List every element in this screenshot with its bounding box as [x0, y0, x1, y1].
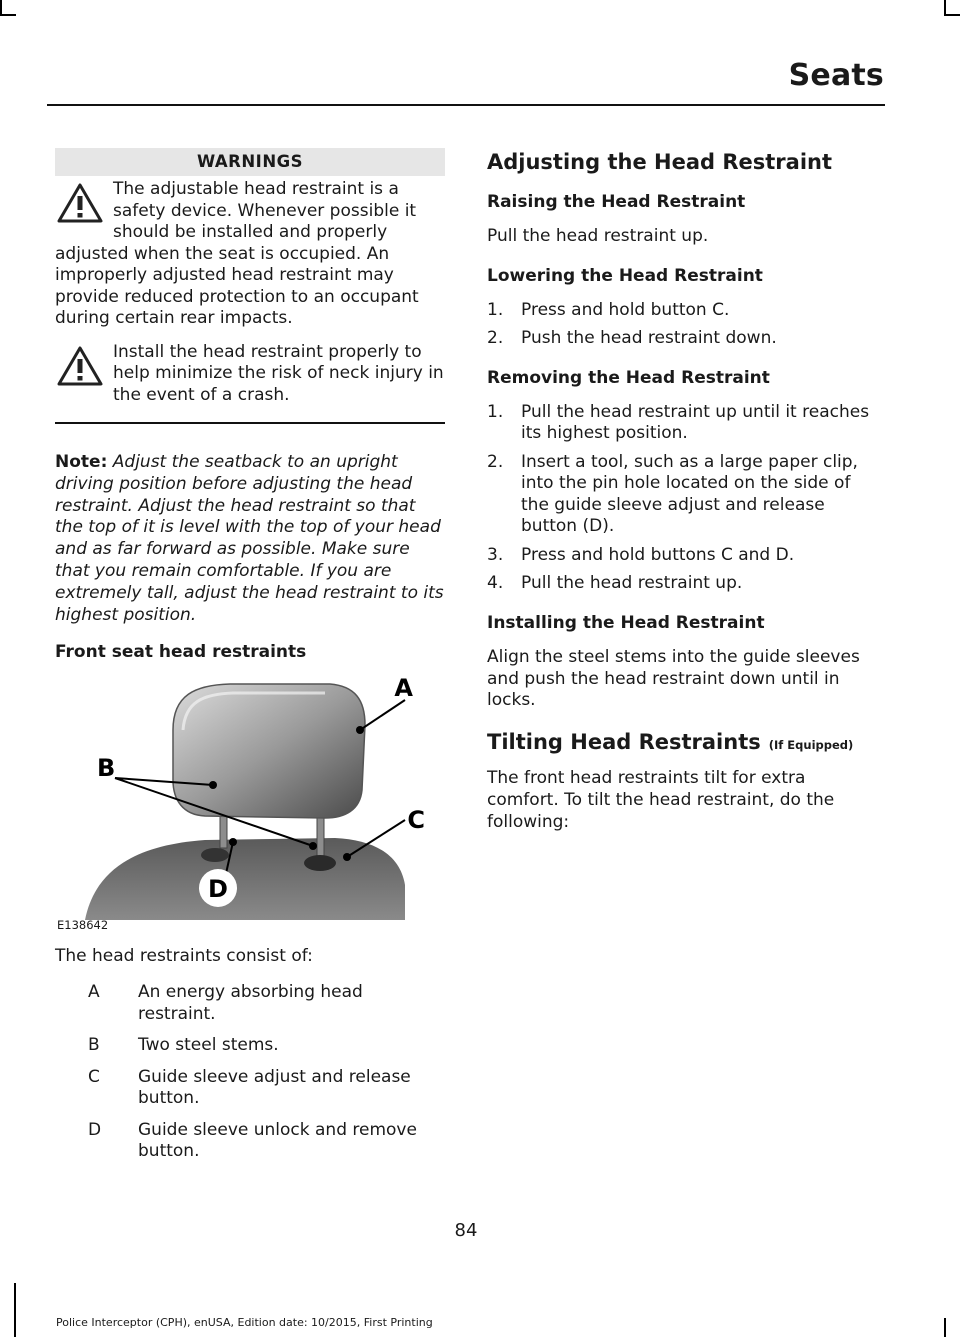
installing-text: Align the steel stems into the guide sleeves and push the head restraint down until in locks. [487, 646, 860, 711]
callout-a: A [394, 674, 413, 703]
consist-intro: The head restraints consist of: [55, 946, 313, 967]
footer-edition: Police Interceptor (CPH), enUSA, Edition date: 10/2015, First Printing [56, 1316, 433, 1329]
list-item: 3. Press and hold buttons C and D. [487, 544, 795, 565]
list-item: C Guide sleeve adjust and release button. [88, 1066, 411, 1109]
lowering-steps [487, 300, 879, 350]
list-item: 1. Pull the head restraint up until it reaches its highest position. [487, 401, 870, 444]
list-item: B Two steel stems. [88, 1035, 279, 1056]
warning-item: The adjustable head restraint is a safety device. Whenever possible it should be installed and properly adjusted when the seat is occupied. An improperly adjusted head restraint may provide reduced protection to an occupant during certain rear impacts. [55, 179, 419, 328]
callout-b: B [97, 754, 116, 783]
installing-heading: Installing the Head Restraint [487, 612, 765, 633]
page-header-title: Seats [788, 58, 884, 93]
lowering-heading: Lowering the Head Restraint [487, 265, 763, 286]
page-number: 84 [454, 1220, 478, 1241]
warnings-separator [55, 422, 445, 424]
list-item: 4. Pull the head restraint up. [487, 573, 743, 594]
callout-d: D [208, 875, 228, 904]
note-paragraph: Note: Adjust the seatback to an upright driving position before adjusting the head restraint. Adjust the head restraint so that the top of it is level with the top of your head and as far forward as possible. Make sure that you remain comfortable. If you are extremely tall, adjust the head restraint to its highest position. [55, 452, 444, 625]
warnings-heading: WARNINGS [55, 148, 445, 176]
callout-c: C [407, 806, 425, 835]
right-column [487, 148, 879, 834]
raising-heading: Raising the Head Restraint [487, 192, 746, 212]
header-rule [47, 104, 885, 106]
component-list [55, 982, 445, 1163]
crop-mark [944, 1318, 946, 1337]
figure-code: E138642 [57, 918, 109, 933]
adjusting-heading: Adjusting the Head Restraint [487, 150, 833, 174]
raising-text: Pull the head restraint up. [487, 226, 709, 246]
list-item: 2. Push the head restraint down. [487, 328, 777, 349]
list-item: A An energy absorbing head restraint. [88, 982, 363, 1024]
warning-item: Install the head restraint properly to help minimize the risk of neck injury in the event of a crash. [55, 342, 445, 407]
head-restraint-illustration [55, 670, 425, 932]
list-item: D Guide sleeve unlock and remove button. [88, 1119, 417, 1162]
left-column [55, 148, 445, 1173]
warning-triangle-icon [55, 344, 105, 388]
front-seat-heading: Front seat head restraints [55, 642, 307, 663]
tilting-text: The front head restraints tilt for extra comfort. To tilt the head restraint, do the following: [487, 768, 835, 832]
crop-mark [0, 14, 16, 16]
crop-mark [14, 1283, 16, 1337]
crop-mark [944, 14, 960, 16]
removing-steps [487, 402, 879, 595]
list-item: 2. Insert a tool, such as a large paper clip, into the pin hole located on the side of the guide sleeve adjust and release button (D). [487, 451, 858, 537]
removing-heading: Removing the Head Restraint [487, 367, 770, 388]
head-restraint-figure [55, 670, 425, 933]
warning-triangle-icon [55, 181, 105, 225]
tilting-heading: Tilting Head Restraints (If Equipped) [487, 730, 854, 755]
list-item: 1. Press and hold button C. [487, 299, 730, 320]
